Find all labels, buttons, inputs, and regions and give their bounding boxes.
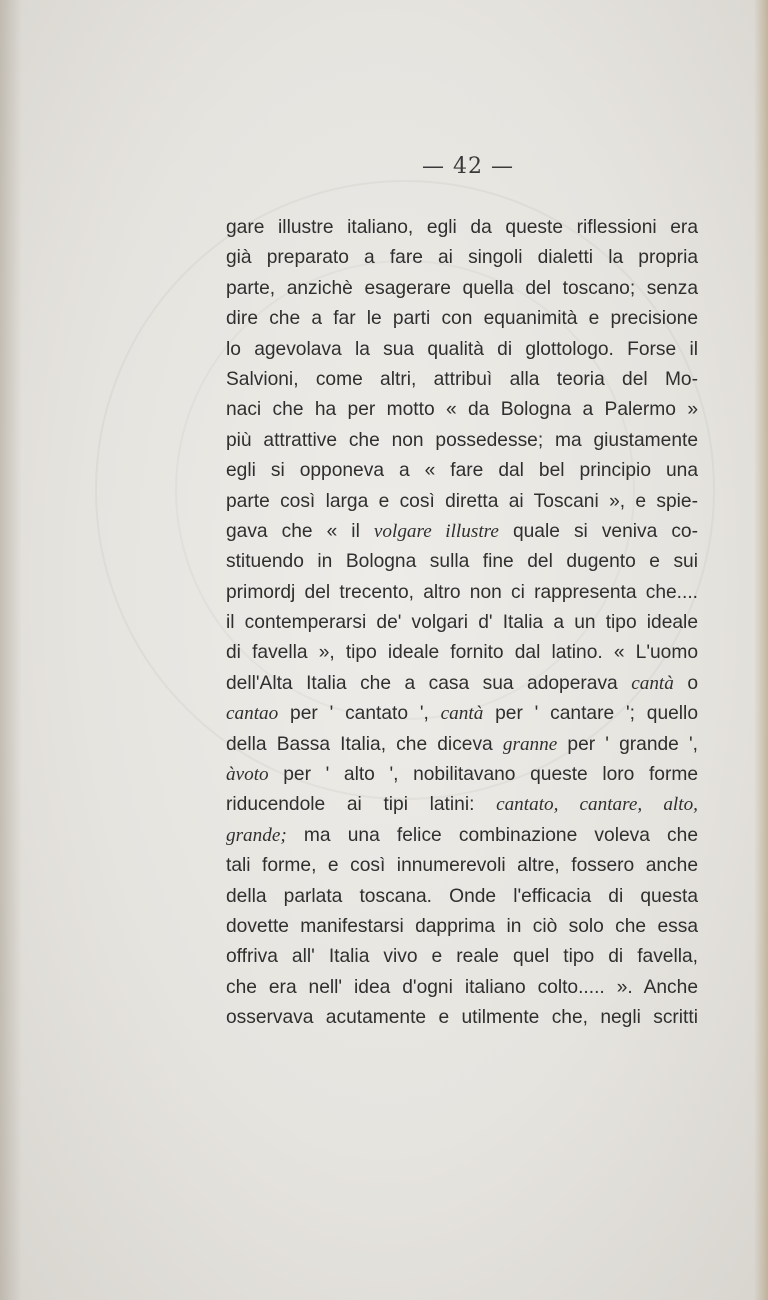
text-run: per ' alto ', nobilitavano queste loro forme	[268, 764, 698, 786]
text-line	[226, 608, 698, 638]
text-line	[226, 395, 698, 425]
text-run: gare illustre italiano, egli da queste riflessioni era	[226, 217, 698, 238]
text-run: parte, anzichè esagerare quella del toscano; senza	[226, 277, 698, 299]
page-number: — 42 —	[422, 154, 514, 179]
italic-run: cantao	[226, 703, 279, 725]
text-line	[226, 638, 698, 668]
text-line	[226, 821, 698, 851]
text-run: di favella », tipo ideale fornito dal latino. « L'uomo	[226, 642, 698, 664]
text-line	[226, 973, 698, 1003]
text-line	[226, 304, 698, 334]
text-run: della Bassa Italia, che diceva	[226, 733, 503, 755]
text-run: riducendole ai tipi latini:	[226, 794, 497, 816]
text-line	[226, 547, 698, 577]
text-run: il contemperarsi de' volgari d' Italia a un tipo ideale	[226, 612, 698, 634]
text-run: dire che a far le parti con equanimità e precisione	[226, 308, 698, 330]
text-line	[226, 669, 698, 699]
text-run: tali forme, e così innumerevoli altre, fossero anche	[226, 855, 698, 877]
text-run: già preparato a fare ai singoli dialetti la propria	[226, 247, 698, 269]
text-run: stituendo in Bologna sulla fine del dugento e sui	[226, 551, 698, 573]
text-run: per ' cantare '; quello	[483, 703, 698, 725]
text-line	[226, 578, 698, 608]
text-line	[226, 517, 698, 547]
italic-run: granne	[502, 733, 558, 755]
text-run: Salvioni, come altri, attribuì alla teoria del Mo-	[226, 368, 698, 390]
body-text	[226, 213, 698, 1034]
text-line	[226, 699, 698, 729]
text-run: che era nell' idea d'ogni italiano colto..... ». Anche	[226, 976, 698, 998]
text-run: dell'Alta Italia che a casa sua adoperava	[226, 672, 632, 694]
text-run: più attrattive che non possedesse; ma giustamente	[226, 429, 698, 451]
text-run: egli si opponeva a « fare dal bel principio una	[226, 460, 698, 482]
text-run: primordj del trecento, altro non ci rappresenta che....	[226, 581, 698, 603]
text-line	[226, 365, 698, 395]
italic-run: grande;	[226, 824, 287, 846]
text-line	[226, 1003, 698, 1033]
text-line	[226, 851, 698, 881]
text-run: ma una felice combinazione voleva che	[286, 824, 698, 846]
text-line	[226, 912, 698, 942]
text-line	[226, 274, 698, 304]
italic-run: àvoto	[226, 764, 269, 786]
text-line	[226, 426, 698, 456]
text-line	[226, 730, 698, 760]
text-run: dovette manifestarsi dapprima in ciò solo che essa	[226, 915, 698, 937]
text-run: per ' grande ',	[557, 733, 698, 755]
italic-run: cantato, cantare, alto,	[496, 794, 698, 816]
italic-run: cantà	[631, 672, 674, 694]
text-line	[226, 213, 698, 243]
text-run: per ' cantato ',	[278, 703, 441, 725]
italic-run: cantà	[440, 703, 484, 725]
text-line	[226, 243, 698, 273]
text-line	[226, 456, 698, 486]
text-line	[226, 487, 698, 517]
text-run: della parlata toscana. Onde l'efficacia di questa	[226, 885, 698, 907]
text-run: offriva all' Italia vivo e reale quel tipo di favella,	[226, 946, 698, 968]
text-line	[226, 790, 698, 820]
text-run: naci che ha per motto « da Bologna a Palermo »	[226, 399, 698, 421]
text-run: gava che « il	[226, 520, 374, 542]
text-run: quale si veniva co-	[498, 520, 698, 542]
text-line	[226, 760, 698, 790]
text-run: o	[673, 672, 698, 694]
text-line	[226, 335, 698, 365]
text-line	[226, 942, 698, 972]
text-line	[226, 882, 698, 912]
text-run: parte così larga e così diretta ai Toscani », e spie-	[226, 490, 698, 512]
text-run: lo agevolava la sua qualità di glottologo. Forse il	[226, 338, 698, 360]
italic-run: volgare illustre	[373, 520, 499, 542]
text-run: osservava acutamente e utilmente che, negli scritti	[226, 1007, 698, 1029]
